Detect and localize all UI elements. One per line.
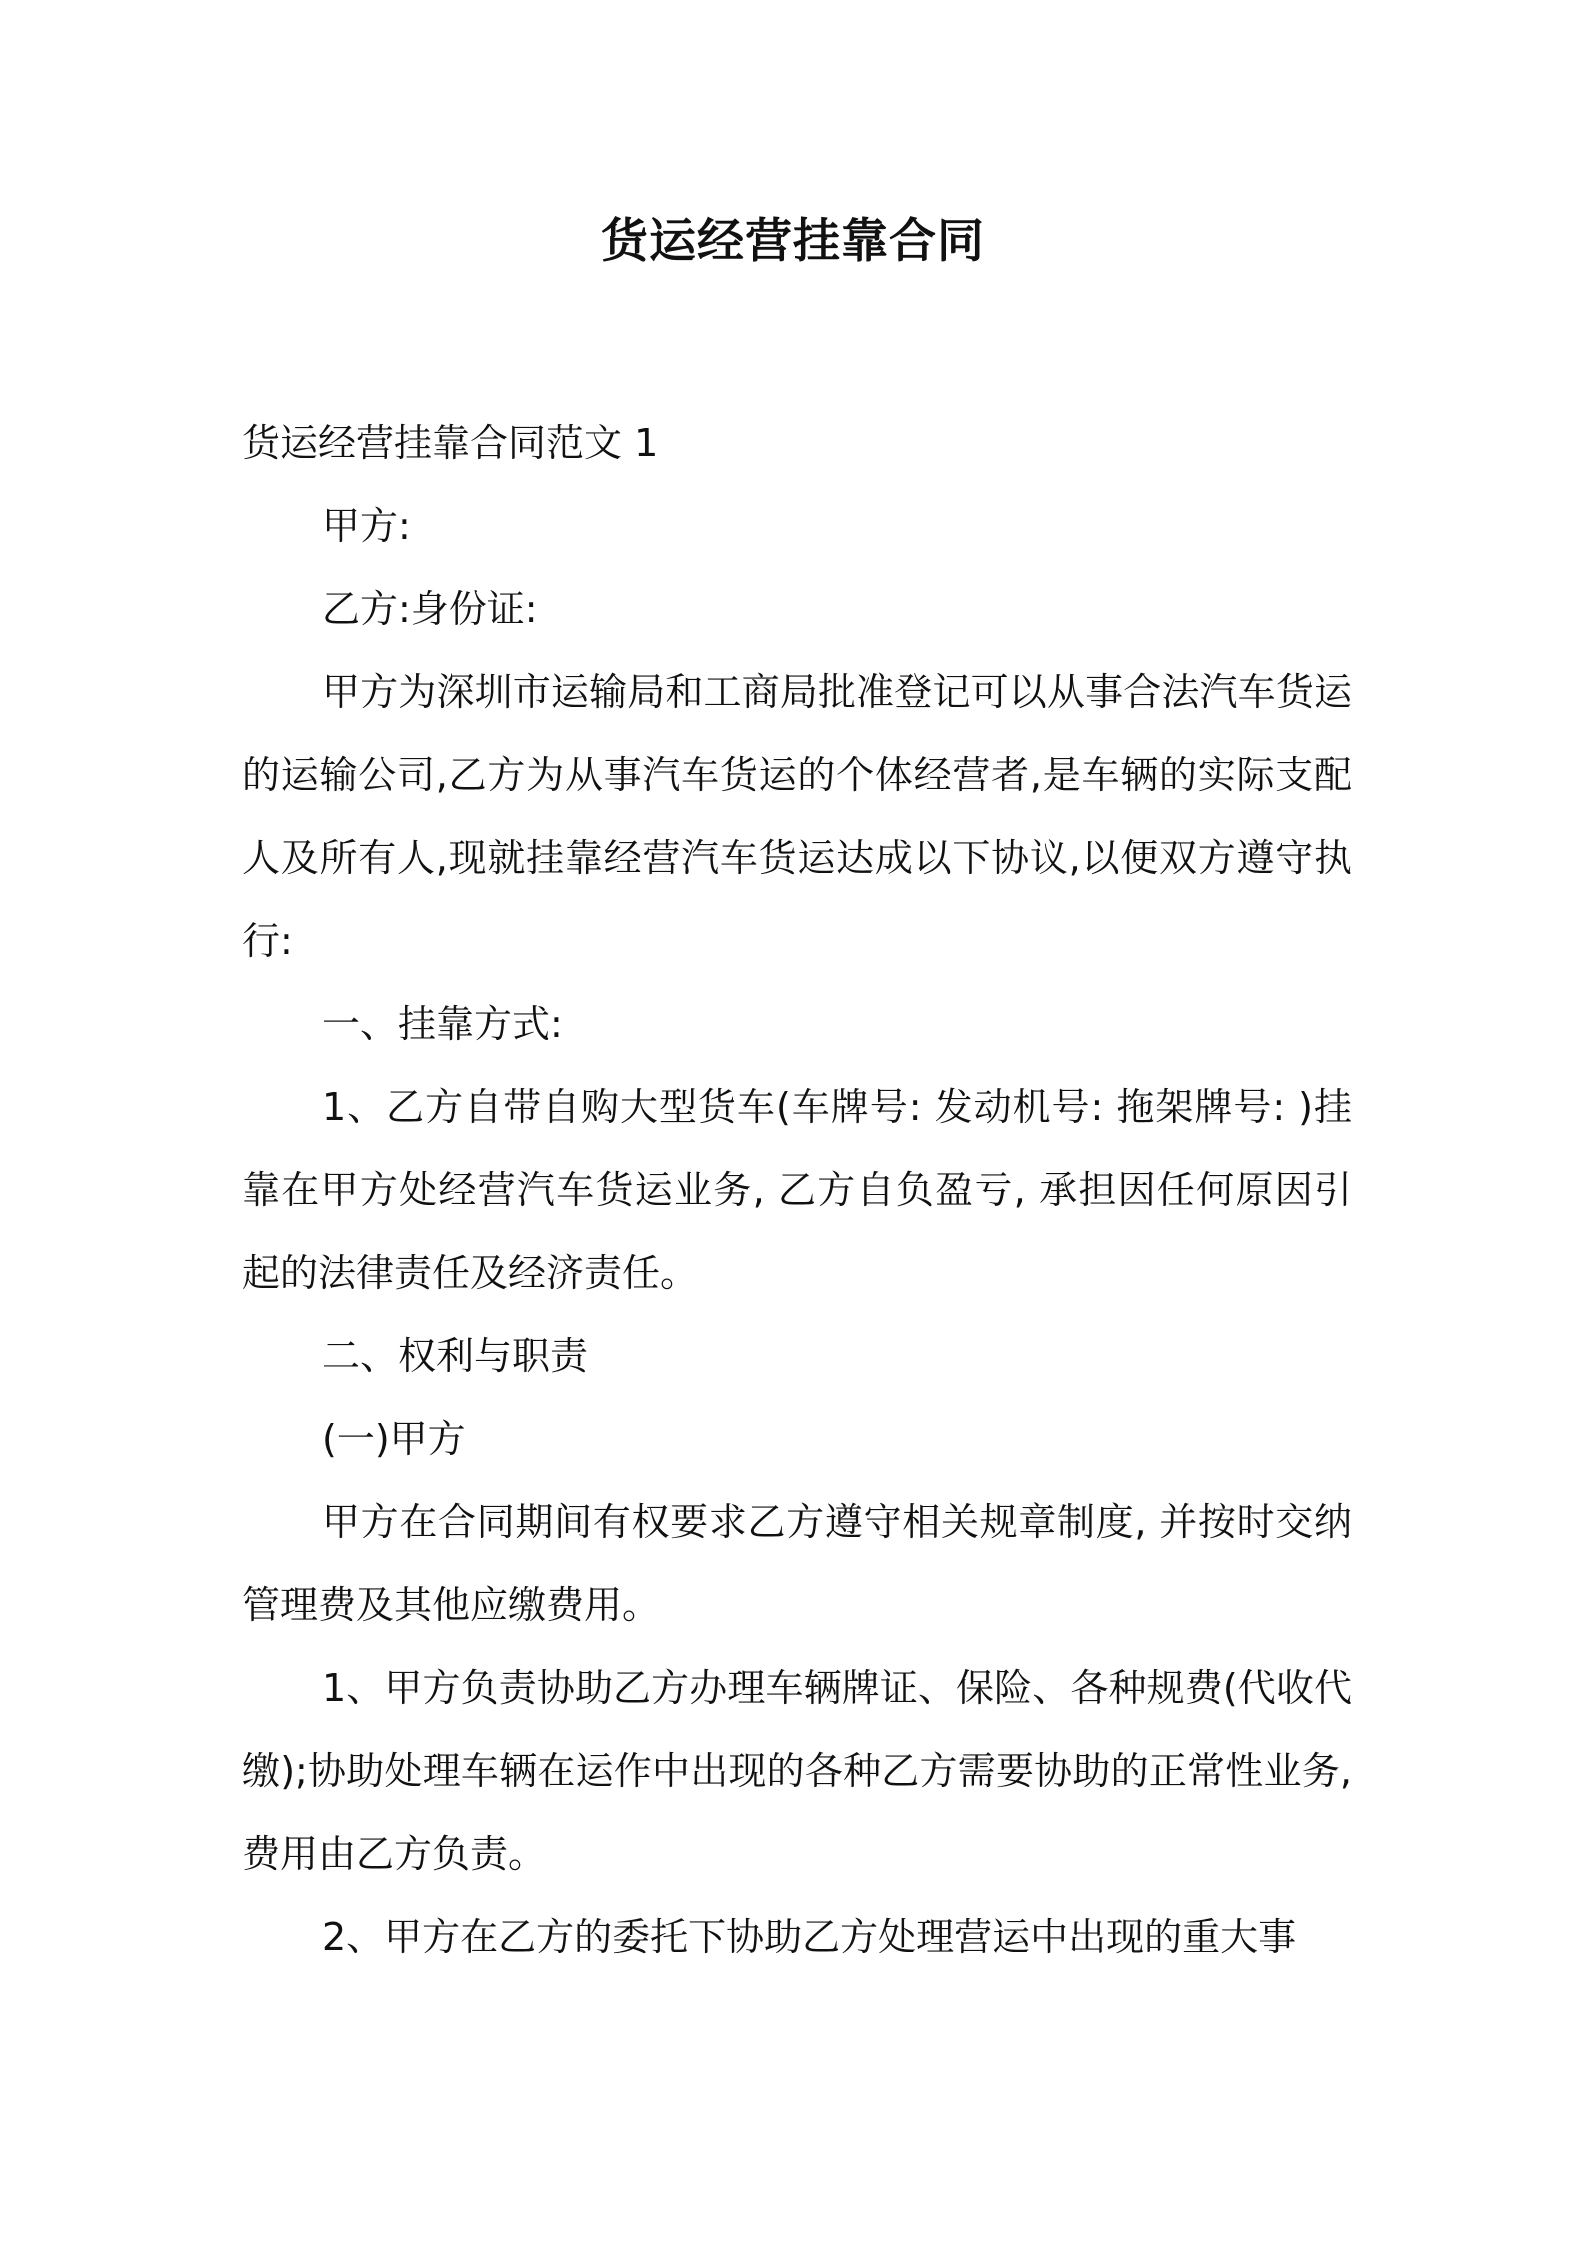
section-heading-rights: 二、权利与职责 [322,1334,589,1378]
clause-paragraph: 1、乙方自带自购大型货车(车牌号: 发动机号: 拖架牌号: )挂靠在甲方处经营汽车货运业务, 乙方自负盈亏, 承担因任何原因引起的法律责任及经济责任。 [242,1085,1352,1295]
party-a-line: 甲方: [322,504,411,548]
subsection-heading-party-a: (一)甲方 [322,1417,466,1461]
document-title: 货运经营挂靠合同 [601,214,985,269]
document-body [242,402,1352,1979]
document-subtitle: 货运经营挂靠合同范文 1 [242,421,659,465]
clause-paragraph: 1、甲方负责协助乙方办理车辆牌证、保险、各种规费(代收代缴);协助处理车辆在运作中出现的各种乙方需要协助的正常性业务, 费用由乙方负责。 [242,1666,1352,1876]
preamble-paragraph: 甲方为深圳市运输局和工商局批准登记可以从事合法汽车货运的运输公司,乙方为从事汽车货运的个体经营者,是车辆的实际支配人及所有人,现就挂靠经营汽车货运达成以下协议,以便双方遵守执行: [242,670,1352,963]
clause-paragraph: 2、甲方在乙方的委托下协助乙方处理营运中出现的重大事 [322,1915,1297,1959]
clause-paragraph: 甲方在合同期间有权要求乙方遵守相关规章制度, 并按时交纳管理费及其他应缴费用。 [242,1500,1352,1627]
section-heading-affiliation: 一、挂靠方式: [322,1002,563,1046]
party-b-line: 乙方:身份证: [322,587,538,631]
